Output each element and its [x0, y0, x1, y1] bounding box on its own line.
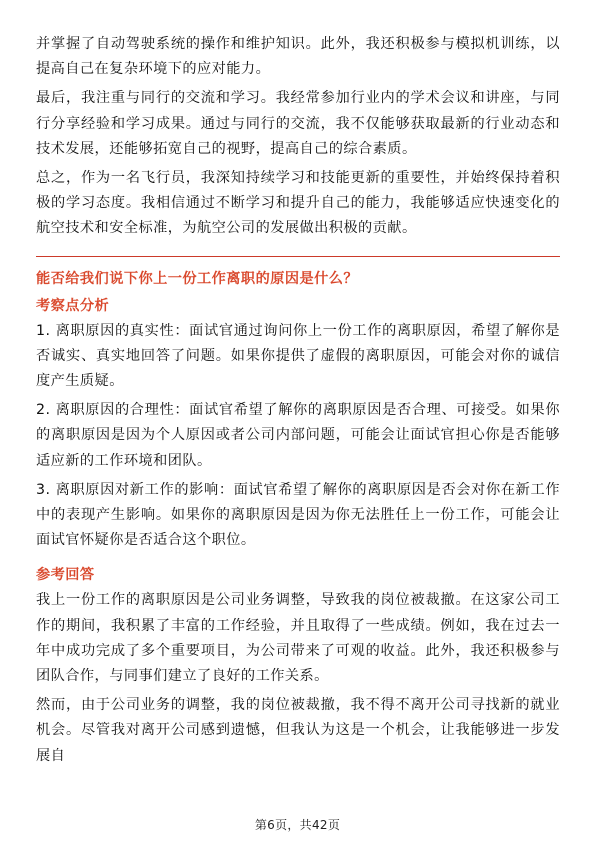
analysis-point: 2. 离职原因的合理性：面试官希望了解你的离职原因是否合理、可接受。如果你的离职原因是因为个人原因或者公司内部问题，可能会让面试官担心你是否能够适应新的工作环境和团队。: [36, 402, 560, 469]
page-content: [36, 32, 560, 773]
answer-paragraph: 然而，由于公司业务的调整，我的岗位被裁撤，我不得不离开公司寻找新的就业机会。尽管我对离开公司感到遗憾，但我认为这是一个机会，让我能够进一步发展自: [36, 697, 560, 764]
analysis-point: 3. 离职原因对新工作的影响：面试官希望了解你的离职原因是否会对你在新工作中的表现产生影响。如果你的离职原因是因为你无法胜任上一份工作，可能会让面试官怀疑你是否适合这个职位。: [36, 481, 560, 549]
question-heading: 能否给我们说下你上一份工作离职的原因是什么？: [36, 270, 359, 287]
page-number: 第6页，共42页: [254, 818, 341, 832]
analysis-heading: 考察点分析: [36, 297, 110, 314]
intro-paragraph: 总之，作为一名飞行员，我深知持续学习和技能更新的重要性，并始终保持着积极的学习态度。我相信通过不断学习和提升自己的能力，我能够适应快速变化的航空技术和安全标准，为航空公司的发展做出积极的贡献。: [36, 170, 560, 237]
answer-heading: 参考回答: [36, 567, 95, 584]
analysis-point: 1. 离职原因的真实性：面试官通过询问你上一份工作的离职原因，希望了解你是否诚实、真实地回答了问题。如果你提供了虚假的离职原因，可能会对你的诚信度产生质疑。: [36, 322, 560, 390]
intro-paragraph: 最后，我注重与同行的交流和学习。我经常参加行业内的学术会议和讲座，与同行分享经验和学习成果。通过与同行的交流，我不仅能够获取最新的行业动态和技术发展，还能够拓宽自己的视野，提高自己的综合素质。: [36, 90, 560, 157]
section-divider: [36, 256, 560, 257]
answer-paragraph: 我上一份工作的离职原因是公司业务调整，导致我的岗位被裁撤。在这家公司工作的期间，我积累了丰富的工作经验，并且取得了一些成绩。例如，我在过去一年中成功完成了多个重要项目，为公司带来了可观的收益。此外，我还积极参与团队合作，与同事们建立了良好的工作关系。: [36, 592, 560, 685]
intro-paragraph: 并掌握了自动驾驶系统的操作和维护知识。此外，我还积极参与模拟机训练，以提高自己在复杂环境下的应对能力。: [36, 36, 560, 78]
